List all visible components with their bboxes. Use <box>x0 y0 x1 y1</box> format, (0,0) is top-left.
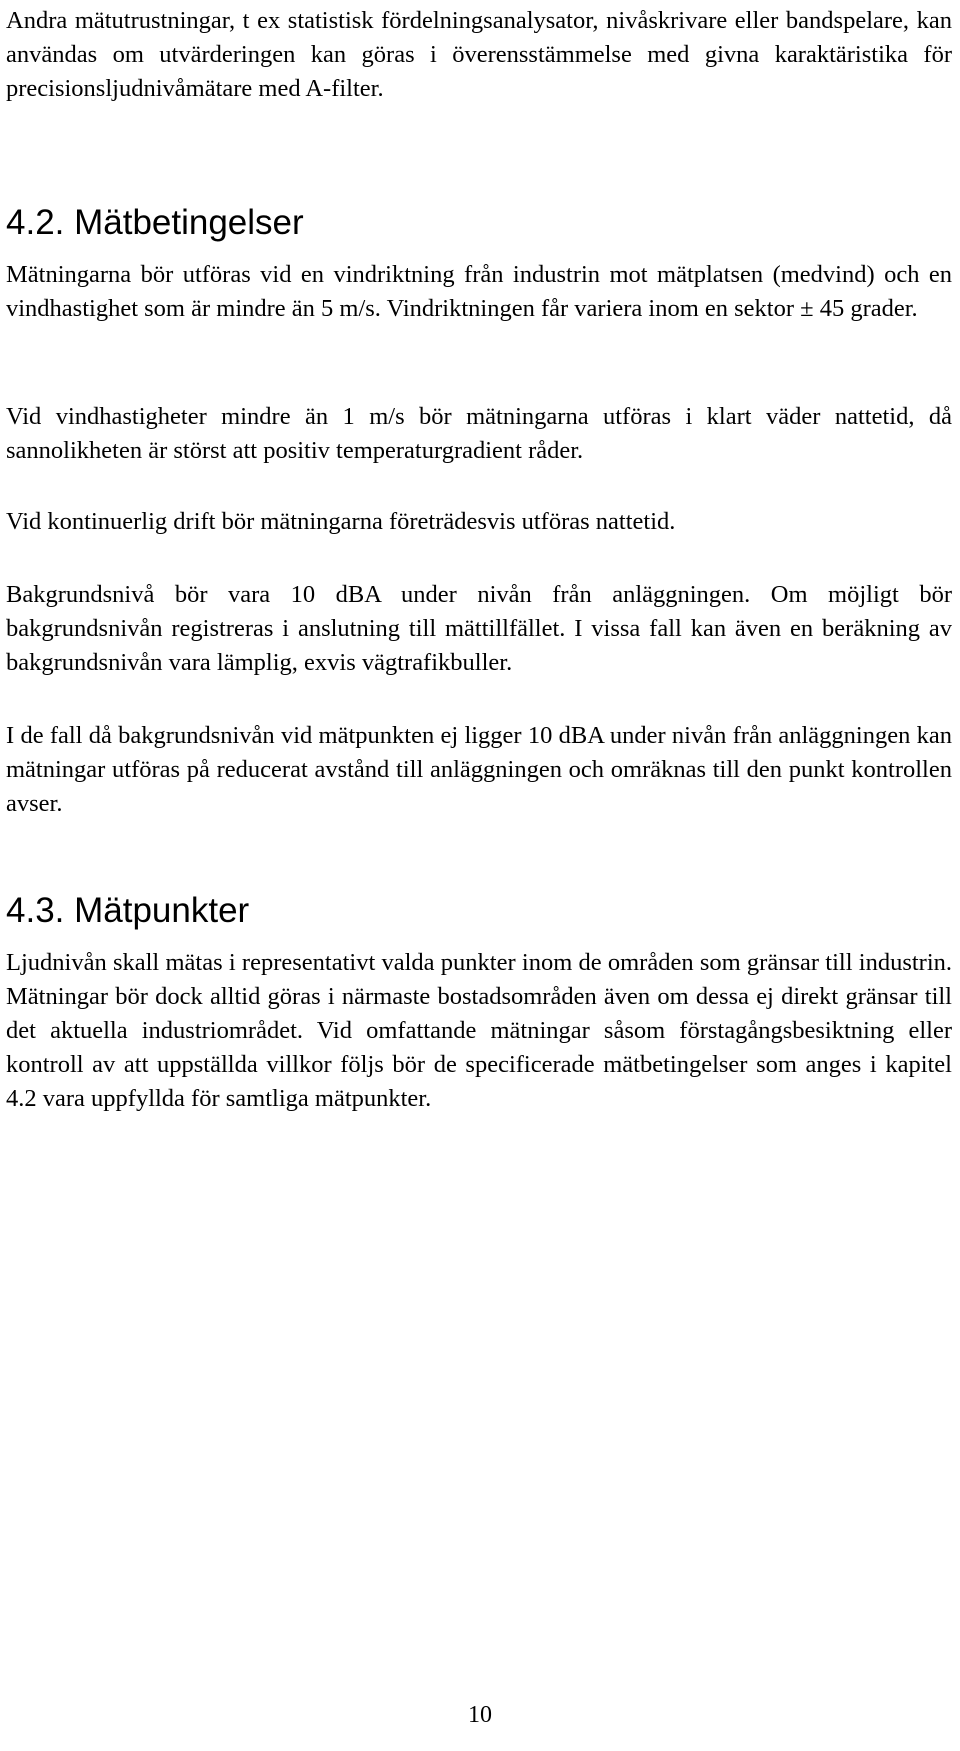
paragraph-low-wind-night: Vid vindhastigheter mindre än 1 m/s bör mätningarna utföras i klart väder nattetid, då sannolikheten är störst att positiv temperaturgradient råder. <box>6 403 952 464</box>
paragraph-measurement-points: Ljudnivån skall mätas i representativt valda punkter inom de områden som gränsar till industrin. Mätningar bör dock alltid göras i närmaste bostadsområden även om dessa ej direkt gränsar till det aktuella industriområdet. Vid omfattande mätningar såsom förstagångsbesiktning eller kontroll av att uppställda villkor följs bör de specificerade mätbetingelser som anges i kapitel 4.2 vara uppfyllda för samtliga mätpunkter. <box>6 949 952 1112</box>
paragraph-background-level: Bakgrundsnivå bör vara 10 dBA under nivån från anläggningen. Om möjligt bör bakgrundsnivån registreras i anslutning till mättillfället. I vissa fall kan även en beräkning av bakgrundsnivån vara lämplig, exvis vägtrafikbuller. <box>6 581 952 676</box>
paragraph-reduced-distance: I de fall då bakgrundsnivån vid mätpunkten ej ligger 10 dBA under nivån från anläggningen kan mätningar utföras på reducerat avstånd till anläggningen och omräknas till den punkt kontrollen avser. <box>6 722 952 817</box>
page-number: 10 <box>468 1702 492 1728</box>
section-heading-4-2: 4.2. Mätbetingelser <box>6 203 304 242</box>
intro-paragraph: Andra mätutrustningar, t ex statistisk fördelningsanalysator, nivåskrivare eller bandspelare, kan användas om utvärderingen kan göras i överensstämmelse med givna karaktäristika för precisionsljudnivåmätare med A-filter. <box>6 7 952 102</box>
paragraph-continuous-operation: Vid kontinuerlig drift bör mätningarna företrädesvis utföras nattetid. <box>6 508 676 535</box>
paragraph-wind-conditions: Mätningarna bör utföras vid en vindriktning från industrin mot mätplatsen (medvind) och en vindhastighet som är mindre än 5 m/s. Vindriktningen får variera inom en sektor ± 45 grader. <box>6 261 952 322</box>
section-heading-4-3: 4.3. Mätpunkter <box>6 891 250 930</box>
